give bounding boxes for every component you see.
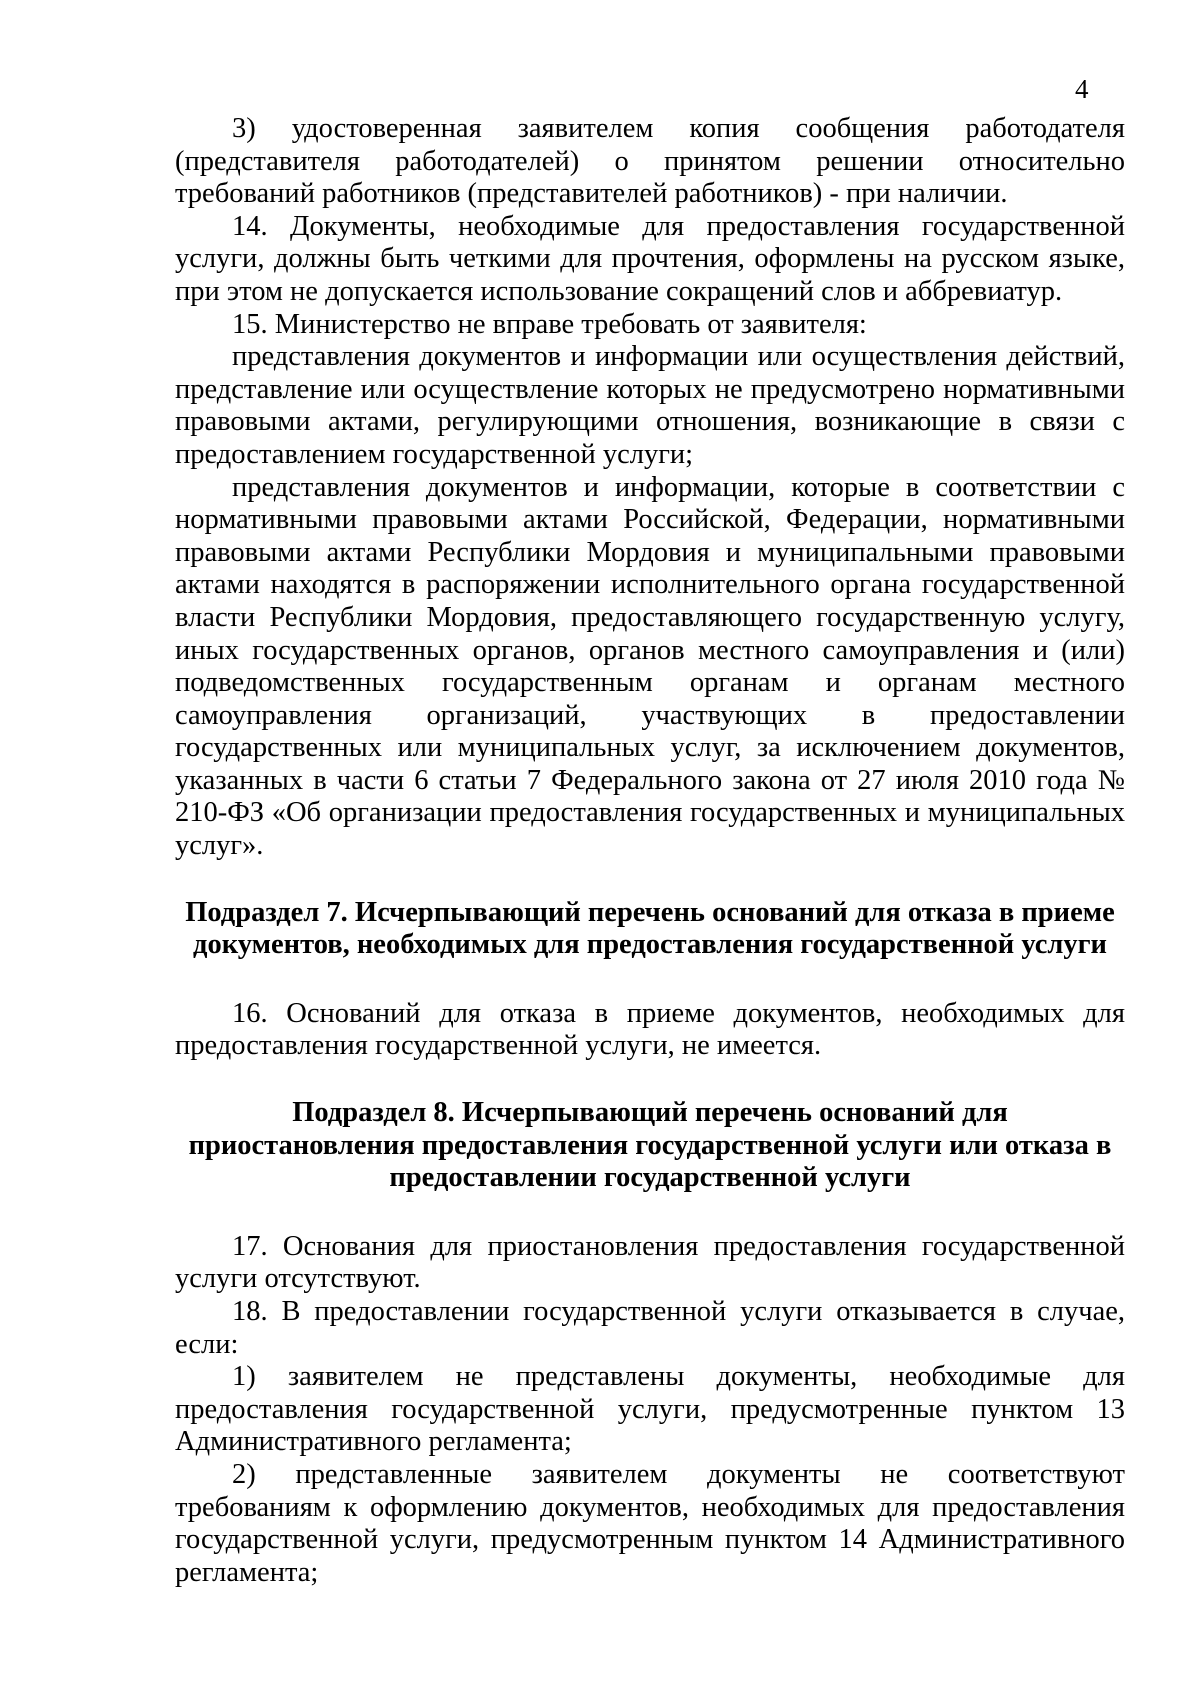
paragraph-17: 17. Основания для приостановления предоставления государственной услуги отсутствуют. (175, 1230, 1125, 1295)
section-8-heading-line-1: Подраздел 8. Исчерпывающий перечень оснований для (292, 1097, 1008, 1129)
document-body (175, 113, 1125, 1589)
paragraph-13-3: 3) удостоверенная заявителем копия сообщения работодателя (представителя работодателей) о принятом решении относительно требований работников (представителей работников) - при наличии. (175, 113, 1125, 210)
section-8-heading-line-3: предоставлении государственной услуги (389, 1162, 911, 1194)
paragraph-15: 15. Министерство не вправе требовать от заявителя: (232, 308, 867, 340)
section-8-heading (175, 1097, 1125, 1195)
paragraph-16: 16. Оснований для отказа в приеме документов, необходимых для предоставления государственной услуги, не имеется. (175, 997, 1125, 1062)
section-8-heading-line-2: приостановления предоставления государственной услуги или отказа в (188, 1129, 1112, 1161)
paragraph-18-item-1: 1) заявителем не представлены документы, необходимые для предоставления государственной услуги, предусмотренные пунктом 13 Административного регламента; (175, 1361, 1125, 1458)
paragraph-18-item-2: 2) представленные заявителем документы не соответствуют требованиям к оформлению документов, необходимых для предоставления государственной услуги, предусмотренным пунктом 14 Административного регламента; (175, 1458, 1125, 1588)
paragraph-14: 14. Документы, необходимые для предоставления государственной услуги, должны быть четкими для прочтения, оформлены на русском языке, при этом не допускается использование сокращений слов и аббревиатур. (175, 210, 1125, 307)
section-7-heading-line-2: документов, необходимых для предоставления государственной услуги (193, 929, 1107, 961)
paragraph-18: 18. В предоставлении государственной услуги отказывается в случае, если: (175, 1296, 1125, 1360)
paragraph-15-item-1: представления документов и информации или осуществления действий, представление или осуществление которых не предусмотрено нормативными правовыми актами, регулирующими отношения, возникающие в связи с предоставлением государственной услуги; (175, 341, 1125, 470)
paragraph-15-item-2: представления документов и информации, которые в соответствии с нормативными правовыми актами Российской, Федерации, нормативными правовыми актами Республики Мордовия и муниципальными правовыми актами находятся в распоряжении исполнительного органа государственной власти Республики Мордовия, предоставляющего государственную услугу, иных государственных органов, органов местного самоуправления и (или) подведомственных государственным органам и органам местного самоуправления организаций, участвующих в предоставлении государственных или муниципальных услуг, за исключением документов, указанных в части 6 статьи 7 Федерального закона от 27 июля 2010 года № 210-ФЗ «Об организации предоставления государственных и муниципальных услуг». (175, 471, 1125, 862)
section-7-heading-line-1: Подраздел 7. Исчерпывающий перечень оснований для отказа в приеме (185, 896, 1115, 928)
page-number: 4 (1075, 74, 1089, 104)
section-7-heading (175, 897, 1125, 962)
